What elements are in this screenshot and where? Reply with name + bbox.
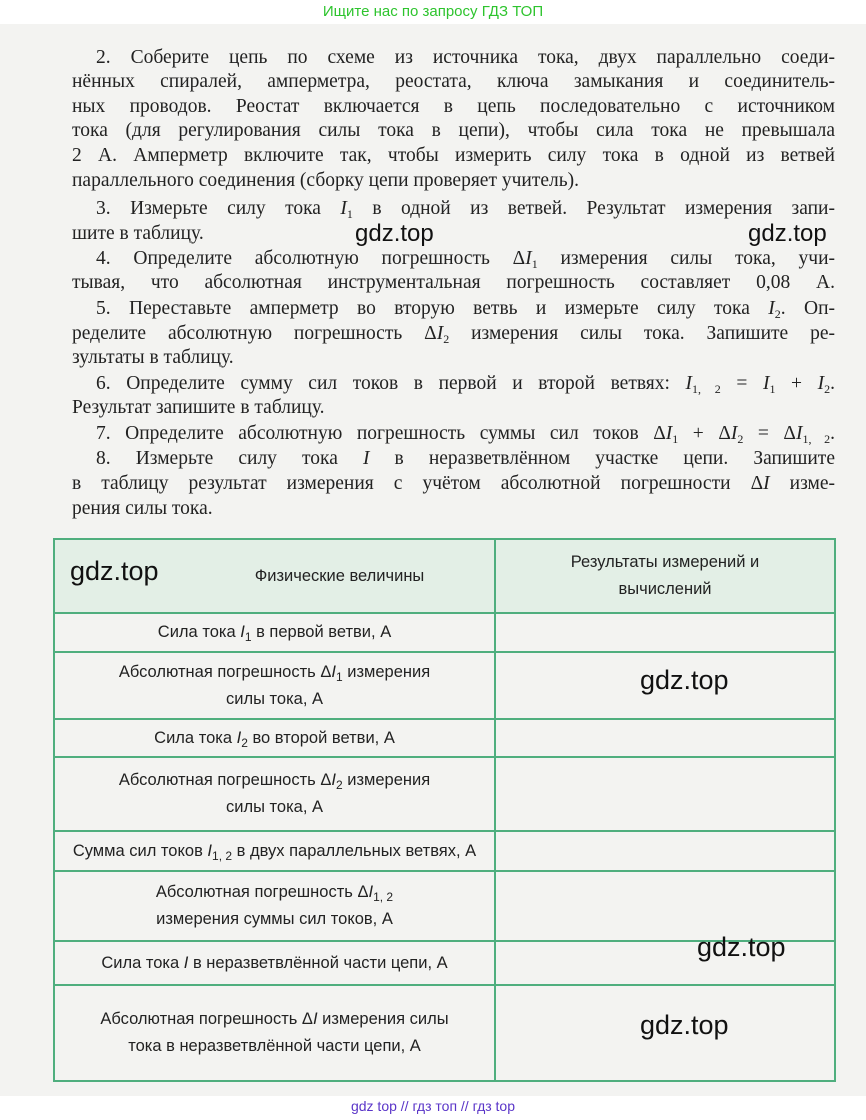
text-segment: = Δ [743, 423, 796, 444]
subscript: 1 [769, 382, 776, 396]
text-line [96, 197, 835, 221]
variable: I [183, 953, 189, 972]
text-segment: 3. Измерьте силу тока [96, 198, 341, 219]
text-line [72, 169, 835, 193]
result-cell[interactable] [495, 757, 835, 831]
text-segment: тывая, что абсолютная инструментальная погрешность составляет 0,08 А. [72, 272, 835, 293]
text-segment: в неразветвлённом участке цепи. Запишите [369, 448, 835, 469]
table-header-row [54, 539, 835, 613]
quantity-cell [54, 985, 495, 1081]
header-quantities: Физические величины [54, 539, 495, 613]
text-segment: в неразветвлённой части цепи, А [188, 953, 448, 972]
text-segment: ределите абсолютную погрешность Δ [72, 323, 437, 344]
subscript: 2 [241, 735, 248, 750]
header-results: Результаты измерений и вычислений [495, 539, 835, 613]
text-line [72, 271, 835, 295]
text-segment: измерения силы тока, учи- [537, 248, 835, 269]
text-line [96, 447, 835, 471]
text-line [72, 497, 835, 521]
text-segment: Сумма сил токов [72, 841, 208, 860]
text-segment: 6. Определите сумму сил токов в первой и второй ветвях: [96, 373, 686, 394]
text-segment: измерения силы тока в неразветвлённой части цепи, А [128, 1010, 449, 1055]
text-segment: измерения силы тока, А [225, 771, 431, 816]
subscript: 2 [737, 432, 744, 446]
text-line [96, 372, 835, 396]
subscript: 1, 2 [212, 848, 233, 863]
text-segment: Абсолютная погрешность Δ [155, 883, 369, 901]
result-cell[interactable] [495, 871, 835, 941]
text-line [72, 396, 835, 420]
subscript: 2 [335, 778, 343, 792]
variable: I [436, 323, 444, 344]
text-segment: . Оп- [780, 298, 836, 319]
text-segment: в таблицу результат измерения с учётом абсолютной погрешности Δ [72, 473, 764, 494]
results-table [53, 538, 836, 1082]
quantity-cell [54, 871, 495, 941]
subscript: 2 [774, 307, 781, 321]
text-segment: шите в таблицу. [72, 223, 204, 244]
watermark: gdz.top [640, 1010, 729, 1040]
text-line [72, 346, 835, 370]
text-segment: Сила тока [157, 623, 241, 641]
subscript: 1 [346, 207, 353, 221]
text-line [96, 46, 835, 70]
text-segment: 2. Соберите цепь по схеме из источника тока, двух параллельно соеди- [96, 47, 835, 68]
variable: I [340, 198, 347, 219]
text-segment: . [830, 373, 835, 394]
text-segment: + Δ [678, 423, 731, 444]
text-line [72, 222, 835, 246]
variable: I [331, 771, 336, 789]
text-segment: рения силы тока. [72, 498, 213, 519]
subscript: 1, 2 [373, 890, 394, 904]
text-segment: в двух параллельных ветвях, А [232, 841, 477, 860]
variable: I [817, 373, 825, 394]
watermark: gdz.top [70, 556, 159, 586]
text-segment: измерения силы тока. Запишите ре- [449, 323, 835, 344]
text-segment: в первой ветви, А [251, 623, 392, 641]
quantity-cell [54, 757, 495, 831]
text-segment: 2 А. Амперметр включите так, чтобы измерить силу тока в одной из ветвей [72, 145, 835, 166]
text-segment: Абсолютная погрешность Δ [118, 771, 332, 789]
text-segment: Сила тока [154, 728, 237, 747]
text-segment: измерения суммы сил токов, А [156, 910, 393, 928]
table-row [54, 831, 835, 871]
watermark: gdz.top [640, 665, 729, 695]
text-segment: во второй ветви, А [247, 728, 395, 747]
text-segment: ных проводов. Реостат включается в цепь последовательно с источником [72, 96, 835, 117]
text-line [96, 247, 835, 271]
text-segment: измерения силы тока, А [225, 662, 431, 708]
text-line [72, 472, 835, 496]
result-cell[interactable] [495, 719, 835, 757]
watermark: gdz.top [355, 220, 434, 247]
text-line [72, 70, 835, 94]
table-row [54, 871, 835, 941]
subscript: 2 [443, 332, 450, 346]
text-segment: зультаты в таблицу. [72, 347, 234, 368]
bottom-banner: gdz top // гдз топ // гдз top [0, 1096, 866, 1120]
text-segment: = [720, 373, 763, 394]
variable: I [331, 662, 336, 681]
watermark: gdz.top [697, 932, 786, 962]
text-segment: 7. Определите абсолютную погрешность суммы сил токов Δ [96, 423, 666, 444]
quantity-cell [54, 941, 495, 985]
text-segment: 8. Измерьте силу тока [96, 448, 363, 469]
variable: I [207, 841, 213, 860]
top-banner: Ищите нас по запросу ГДЗ ТОП [0, 0, 866, 24]
text-line [72, 95, 835, 119]
variable: I [762, 373, 770, 394]
text-segment: параллельного соединения (сборку цепи проверяет учитель). [72, 170, 580, 191]
variable: I [312, 1010, 318, 1028]
text-segment: изме- [769, 473, 835, 494]
variable: I [236, 728, 242, 747]
text-segment: Абсолютная погрешность Δ [118, 662, 332, 681]
subscript: 2 [824, 382, 831, 396]
text-segment: + [775, 373, 818, 394]
text-line [72, 322, 835, 346]
text-segment: . [830, 423, 835, 444]
variable: I [795, 423, 803, 444]
variable: I [768, 298, 775, 319]
variable: I [665, 423, 673, 444]
variable: I [368, 883, 374, 901]
text-line [72, 144, 835, 168]
subscript: 1, 2 [802, 432, 831, 446]
subscript: 1 [244, 630, 252, 644]
table-row [54, 613, 835, 652]
quantity-cell [54, 831, 495, 871]
variable: I [763, 473, 770, 494]
text-segment: Сила тока [101, 953, 184, 972]
text-line [72, 119, 835, 143]
table-row [54, 757, 835, 831]
text-segment: Абсолютная погрешность Δ [100, 1010, 313, 1028]
text-line [96, 422, 835, 446]
text-line [96, 297, 835, 321]
variable: I [362, 448, 370, 469]
text-segment: 4. Определите абсолютную погрешность Δ [96, 248, 526, 269]
quantity-cell [54, 719, 495, 757]
text-segment: нённых спиралей, амперметра, реостата, ключа замыкания и соединитель- [72, 71, 835, 92]
subscript: 1, 2 [692, 382, 721, 396]
subscript: 1 [335, 669, 343, 684]
quantity-cell [54, 613, 495, 652]
text-segment: тока (для регулирования силы тока в цепи), чтобы сила тока не превышала [72, 120, 835, 141]
result-cell[interactable] [495, 613, 835, 652]
variable: I [685, 373, 693, 394]
text-segment: 5. Переставьте амперметр во вторую ветвь и измерьте силу тока [96, 298, 769, 319]
text-segment: в одной из ветвей. Результат измерения запи- [352, 198, 835, 219]
variable: I [525, 248, 532, 269]
watermark: gdz.top [748, 220, 827, 247]
table-row [54, 719, 835, 757]
subscript: 1 [531, 257, 538, 271]
variable: I [240, 623, 245, 641]
variable: I [730, 423, 738, 444]
result-cell[interactable] [495, 831, 835, 871]
text-segment: Результат запишите в таблицу. [72, 397, 325, 418]
subscript: 1 [672, 432, 679, 446]
quantity-cell [54, 652, 495, 719]
